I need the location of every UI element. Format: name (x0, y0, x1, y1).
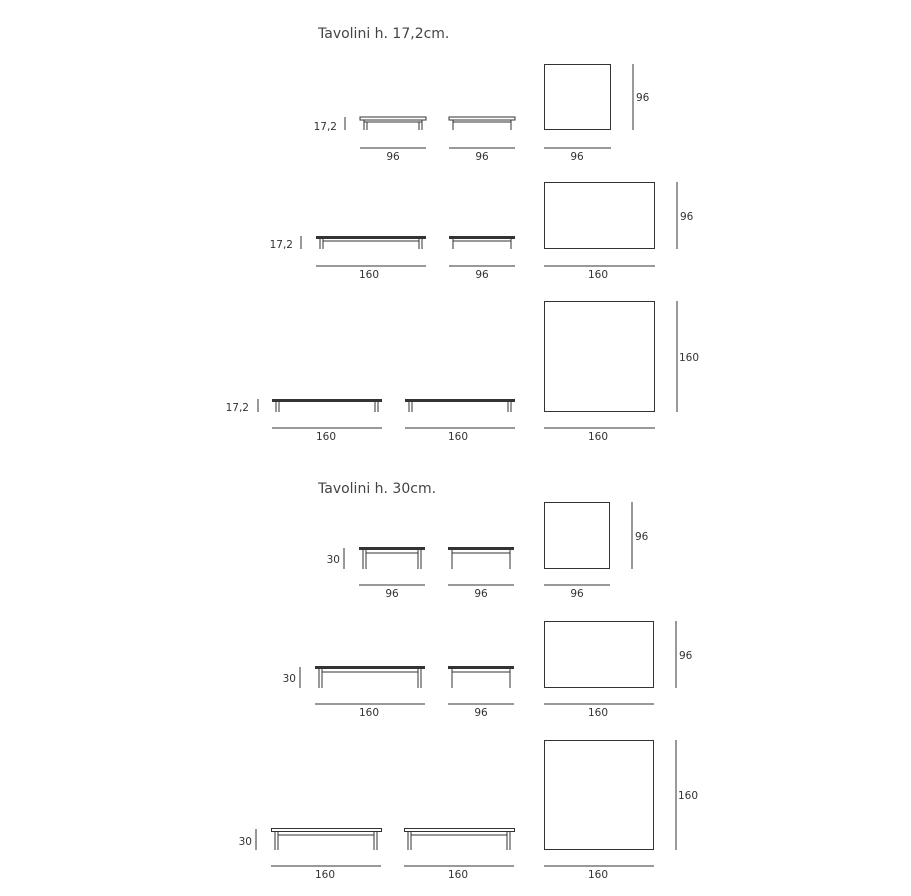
front-view (315, 666, 425, 688)
plan-depth-label: 96 (680, 211, 694, 223)
plan-width-label: 160 (587, 431, 609, 443)
plan-view (545, 65, 611, 130)
height-label: 30 (282, 673, 296, 685)
height-label: 17,2 (313, 121, 337, 133)
front-width-label: 160 (314, 869, 336, 881)
side-view (448, 666, 514, 688)
height-label: 30 (326, 554, 340, 566)
side-width-label: 96 (475, 269, 489, 281)
plan-depth-label: 96 (636, 92, 650, 104)
side-view (448, 547, 514, 569)
plan-view (545, 302, 655, 412)
height-label: 17,2 (225, 402, 249, 414)
front-view (359, 547, 425, 569)
front-view (316, 236, 426, 249)
side-width-label: 160 (447, 431, 469, 443)
section-title-low: Tavolini h. 17,2cm. (318, 26, 450, 42)
row-high-160x160 (239, 740, 698, 881)
height-label: 17,2 (269, 239, 293, 251)
plan-width-label: 96 (570, 588, 584, 600)
front-view (272, 829, 382, 851)
front-view (360, 117, 426, 130)
front-width-label: 96 (386, 151, 400, 163)
plan-view (545, 622, 654, 688)
front-view (272, 399, 382, 412)
row-low-160x160 (226, 301, 699, 443)
row-low-96x96 (314, 64, 650, 163)
section-title-high: Tavolini h. 30cm. (318, 481, 437, 497)
plan-view (545, 503, 610, 569)
side-width-label: 96 (474, 588, 488, 600)
side-width-label: 96 (475, 151, 489, 163)
plan-width-label: 160 (587, 269, 609, 281)
side-width-label: 160 (447, 869, 469, 881)
side-view (405, 829, 515, 851)
side-view (449, 117, 515, 130)
row-high-96x96 (327, 502, 649, 600)
plan-view (545, 183, 655, 249)
plan-depth-label: 160 (678, 790, 699, 802)
side-view (449, 236, 515, 249)
front-width-label: 160 (315, 431, 337, 443)
plan-view (545, 741, 654, 850)
front-width-label: 96 (385, 588, 399, 600)
plan-width-label: 96 (570, 151, 584, 163)
plan-width-label: 160 (587, 707, 609, 719)
plan-depth-label: 96 (679, 650, 693, 662)
height-label: 30 (238, 836, 252, 848)
row-high-160x96 (283, 621, 693, 719)
side-view (405, 399, 515, 412)
front-width-label: 160 (358, 269, 380, 281)
plan-width-label: 160 (587, 869, 609, 881)
plan-depth-label: 96 (635, 531, 649, 543)
plan-depth-label: 160 (679, 352, 700, 364)
row-low-160x96 (270, 182, 694, 281)
front-width-label: 160 (358, 707, 380, 719)
side-width-label: 96 (474, 707, 488, 719)
